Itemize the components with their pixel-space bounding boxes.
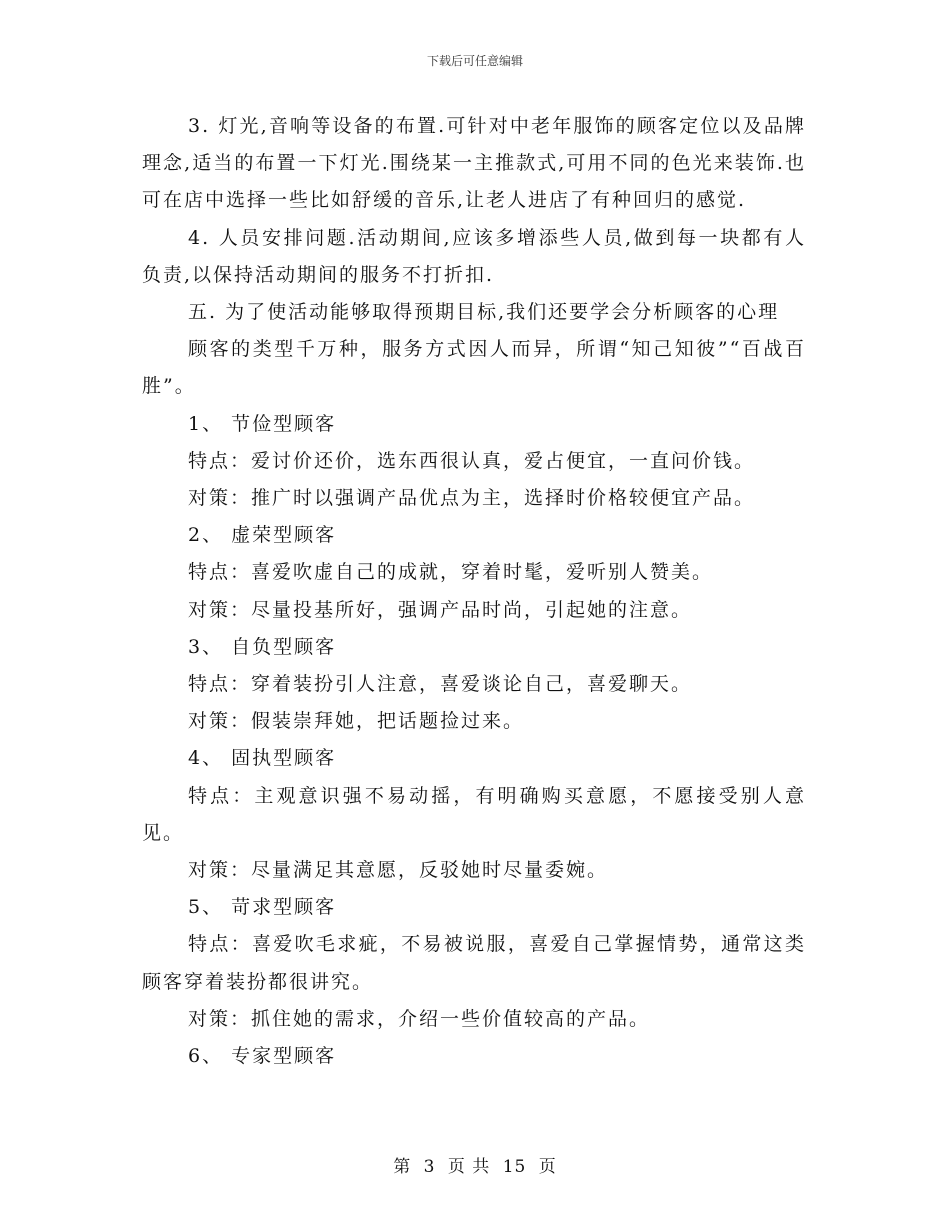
paragraph: 顾客的类型千万种，服务方式因人而异，所谓“知己知彼”“百战百胜”。 [142, 338, 806, 398]
document-body [142, 108, 806, 1075]
list-item-strategy: 对策：尽量满足其意愿，反驳她时尽量委婉。 [188, 859, 609, 882]
list-item-strategy: 对策：假装崇拜她，把话题捡过来。 [188, 710, 525, 733]
page-footer [0, 1152, 950, 1177]
list-item-heading: 6、 专家型顾客 [188, 1045, 337, 1068]
total-pages: 15 [502, 1157, 527, 1177]
list-item-strategy: 对策：推广时以强调产品优点为主，选择时价格较便宜产品。 [188, 487, 756, 510]
footer-suffix: 页 [538, 1157, 557, 1177]
list-item-trait: 特点：喜爱吹虚自己的成就，穿着时髦，爱听别人赞美。 [188, 561, 714, 584]
footer-middle: 页 共 [447, 1157, 491, 1177]
page-number: 3 [423, 1157, 436, 1177]
list-item-heading: 4、 固执型顾客 [188, 747, 337, 770]
list-item-strategy: 对策：尽量投基所好，强调产品时尚，引起她的注意。 [188, 598, 693, 621]
footer-prefix: 第 [393, 1157, 412, 1177]
list-item-heading: 2、 虚荣型顾客 [188, 524, 337, 547]
list-item-heading: 3、 自负型顾客 [188, 635, 337, 658]
list-item-heading: 1、 节俭型顾客 [188, 412, 337, 435]
list-item-trait: 特点：爱讨价还价，选东西很认真，爱占便宜，一直问价钱。 [188, 449, 756, 472]
list-item-heading: 5、 苛求型顾客 [188, 896, 337, 919]
paragraph: 4. 人员安排问题.活动期间,应该多增添些人员,做到每一块都有人负责,以保持活动期间的服务不打折扣. [142, 226, 806, 286]
list-item-trait: 特点：穿着装扮引人注意，喜爱谈论自己，喜爱聊天。 [188, 673, 693, 696]
page-header: 下载后可任意编辑 [426, 54, 523, 68]
list-item-trait: 特点：主观意识强不易动摇，有明确购买意愿，不愿接受别人意见。 [142, 784, 806, 844]
list-item-strategy: 对策：抓住她的需求，介绍一些价值较高的产品。 [188, 1007, 651, 1030]
list-item-trait: 特点：喜爱吹毛求疵，不易被说服，喜爱自己掌握情势，通常这类顾客穿着装扮都很讲究。 [142, 933, 806, 993]
section-heading: 五. 为了使活动能够取得预期目标,我们还要学会分析顾客的心理 [188, 301, 780, 324]
paragraph: 3. 灯光,音响等设备的布置.可针对中老年服饰的顾客定位以及品牌理念,适当的布置一下灯光.围绕某一主推款式,可用不同的色光来装饰.也可在店中选择一些比如舒缓的音乐,让老人进店了有种回归的感觉. [142, 115, 806, 212]
